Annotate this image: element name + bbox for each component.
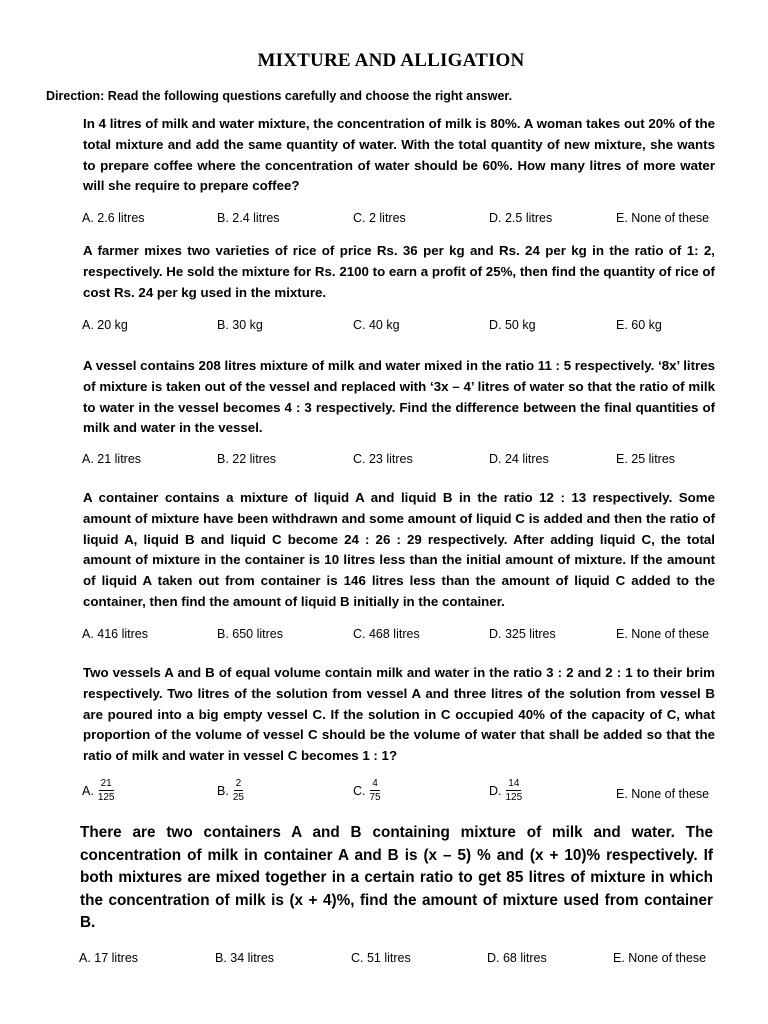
q6-option-e[interactable]: E. None of these — [613, 951, 707, 965]
q5-option-d-fraction — [504, 778, 525, 803]
q1-option-a[interactable]: A. 2.6 litres — [82, 211, 145, 225]
q6-option-b[interactable]: B. 34 litres — [215, 951, 275, 965]
q6-option-c[interactable]: C. 51 litres — [351, 951, 411, 965]
q3-option-a[interactable]: A. 21 litres — [82, 452, 142, 466]
q1-option-b[interactable]: B. 2.4 litres — [217, 211, 280, 225]
q5-option-a-letter: A. — [82, 783, 94, 798]
q4-option-c[interactable]: C. 468 litres — [353, 627, 420, 641]
q1-option-d[interactable]: D. 2.5 litres — [489, 211, 553, 225]
question-6-text: There are two containers A and B containing mixture of milk and water. The concentration of milk in container A and B is (x – 5) % and (x + 10)% respectively. If both mixtures are mixed together in a certain ratio to get 85 litres of mixture in which the concentration of milk is (x + 4)%, find the amount of mixture used from container B. — [80, 824, 713, 931]
q4-option-d[interactable]: D. 325 litres — [489, 627, 556, 641]
page-title: MIXTURE AND ALLIGATION — [257, 50, 525, 71]
q6-option-a[interactable]: A. 17 litres — [79, 951, 139, 965]
q5-option-d-denominator: 125 — [505, 792, 523, 803]
q5-option-c-fraction — [368, 778, 383, 803]
question-2-text: A farmer mixes two varieties of rice of price Rs. 36 per kg and Rs. 24 per kg in the ratio of 1: 2, respectively. He sold the mixture for Rs. 2100 to earn a profit of 25%, then find the quantity of rice of cost Rs. 24 per kg used in the mixture. — [83, 243, 715, 300]
q4-option-b[interactable]: B. 650 litres — [217, 627, 284, 641]
q2-option-e[interactable]: E. 60 kg — [616, 318, 662, 332]
q5-option-a[interactable] — [82, 778, 117, 803]
q5-option-a-denominator: 125 — [97, 792, 115, 803]
direction-text: Direction: Read the following questions carefully and choose the right answer. — [46, 89, 513, 103]
q5-option-b-numerator: 2 — [235, 778, 242, 789]
q3-option-d[interactable]: D. 24 litres — [489, 452, 549, 466]
q2-option-b[interactable]: B. 30 kg — [217, 318, 263, 332]
q6-option-d[interactable]: D. 68 litres — [487, 951, 547, 965]
q5-option-b-letter: B. — [217, 783, 229, 798]
q5-option-b[interactable] — [217, 778, 246, 803]
question-3-text: A vessel contains 208 litres mixture of milk and water mixed in the ratio 11 : 5 respectively. ‘8x’ litres of mixture is taken out of the vessel and replaced with ‘3x – 4’ litres of water so that the ratio of milk to water in the vessel becomes 4 : 3 respectively. Find the difference between the final quantities of milk and water in the vessel. — [83, 358, 715, 436]
q5-option-c-letter: C. — [353, 783, 366, 798]
q4-option-a[interactable]: A. 416 litres — [82, 627, 149, 641]
q5-option-a-numerator: 21 — [100, 778, 112, 789]
q5-option-d[interactable] — [489, 778, 524, 803]
q5-option-a-fraction — [96, 778, 117, 803]
q5-option-b-denominator: 25 — [232, 792, 244, 803]
question-5-text: Two vessels A and B of equal volume contain milk and water in the ratio 3 : 2 and 2 : 1 to their brim respectively. Two litres of the solution from vessel A and three litres of the solution from vessel B are poured into a big empty vessel C. If the solution in C occupied 40% of the capacity of C, what proportion of the volume of vessel C should be the volume of water that shall be added so that the ratio of milk and water in vessel C becomes 1 : 1? — [83, 665, 715, 764]
q5-option-b-fraction — [231, 778, 246, 803]
q1-option-e[interactable]: E. None of these — [616, 211, 710, 225]
q2-option-d[interactable]: D. 50 kg — [489, 318, 536, 332]
q3-option-e[interactable]: E. 25 litres — [616, 452, 676, 466]
q5-option-d-numerator: 14 — [508, 778, 520, 789]
q2-option-a[interactable]: A. 20 kg — [82, 318, 128, 332]
q4-option-e[interactable]: E. None of these — [616, 627, 710, 641]
q5-option-c-denominator: 75 — [369, 792, 381, 803]
question-1-text: In 4 litres of milk and water mixture, the concentration of milk is 80%. A woman takes out 20% of the total mixture and add the same quantity of water. With the total quantity of new mixture, she wants to prepare coffee where the concentration of water should be 60%. How many litres of more water will she require to prepare coffee? — [83, 116, 715, 194]
q5-option-e[interactable]: E. None of these — [616, 787, 710, 801]
q5-option-c-numerator: 4 — [372, 778, 378, 789]
q5-option-d-letter: D. — [489, 783, 502, 798]
q3-option-c[interactable]: C. 23 litres — [353, 452, 413, 466]
q2-option-c[interactable]: C. 40 kg — [353, 318, 400, 332]
q3-option-b[interactable]: B. 22 litres — [217, 452, 277, 466]
q1-option-c[interactable]: C. 2 litres — [353, 211, 406, 225]
q5-option-c[interactable] — [353, 778, 383, 803]
question-4-text: A container contains a mixture of liquid A and liquid B in the ratio 12 : 13 respectively. Some amount of mixture have been withdrawn and some amount of liquid C is added and then the ratio of liquid A, liquid B and liquid C become 24 : 26 : 29 respectively. After adding liquid C, the total amount of mixture in the container is 10 litres less than the initial amount of mixture. If the amount of liquid A taken out from container is 146 litres less than the amount of liquid C added to the container, then find the amount of liquid B initially in the container. — [83, 490, 715, 609]
